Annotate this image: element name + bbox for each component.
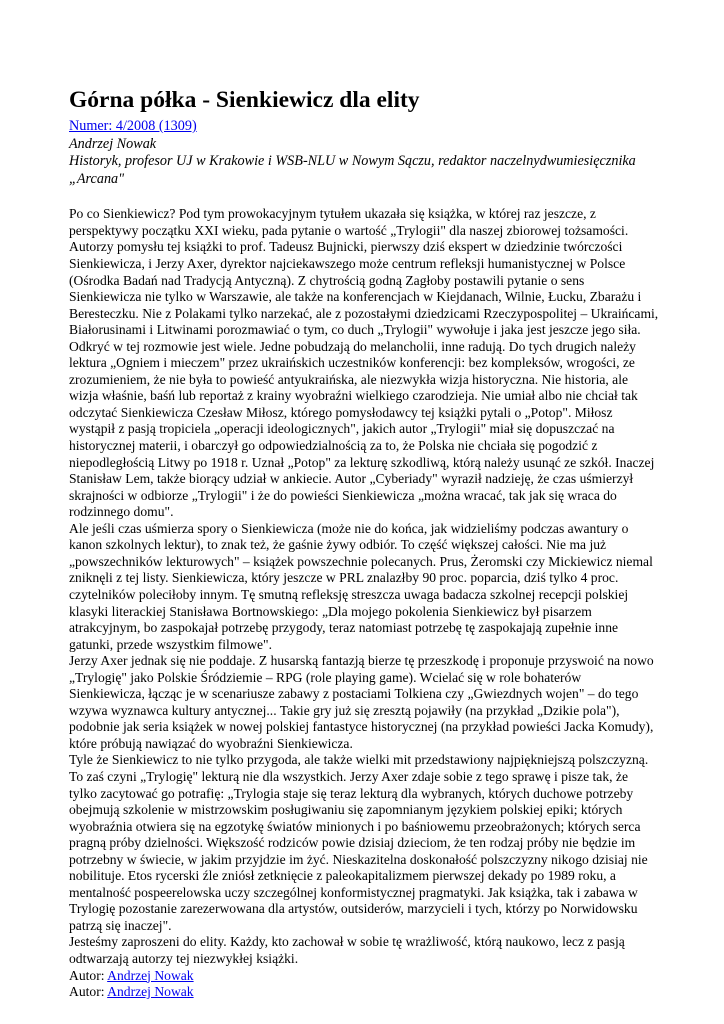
paragraph: Ale jeśli czas uśmierza spory o Sienkiewicza (może nie do końca, jak widzieliśmy podczas awantury o kanon szkolnych lektur), to znak też, że gaśnie żywy odbiór. To część większej całości. Nie ma już „powszechników lekturowych" – książek powszechnie polecanych. Prus, Żeromski czy Mickiewicz niemal zniknęli z tej listy. Sienkiewicza, który jeszcze w PRL znalazłby 90 proc. poparcia, dziś tylko 4 proc. czytelników poleciłoby innym. Tę smutną refleksję streszcza uwaga badacza szkolnej recepcji polskiej klasyki literackiej Stanisława Bortnowskiego: „Dla mojego pokolenia Sienkiewicz był pisarzem atrakcyjnym, bo zaspokajał potrzebę przygody, teraz natomiast potrzebę tę zaspokajają zupełnie inne gatunki, przede wszystkim filmowe". xyxy=(69,520,653,652)
author-bio: Historyk, profesor UJ w Krakowie i WSB-NLU w Nowym Sączu, redaktor naczelnydwumiesięcznika „Arcana" xyxy=(69,153,636,187)
article-body xyxy=(69,206,659,1000)
article-meta xyxy=(69,118,659,188)
author-line xyxy=(69,984,659,1001)
author-link[interactable]: Andrzej Nowak xyxy=(107,967,194,983)
article-title: Górna półka - Sienkiewicz dla elity xyxy=(69,87,420,113)
issue-link[interactable]: Numer: 4/2008 (1309) xyxy=(69,118,197,134)
paragraph: Tyle że Sienkiewicz to nie tylko przygoda, ale także wielki mit przedstawiony najpiękniejszą polszczyzną. To zaś czyni „Trylogię" lekturą nie dla wszystkich. Jerzy Axer zdaje sobie z tego sprawę i pisze tak, że tylko zacytować go potrafię: „Trylogia staje się teraz lekturą dla wybranych, których duchowe potrzeby obejmują szkolenie w mistrzowskim posługiwaniu się zapomnianym językiem polskiej epiki; których wyobraźnia otwiera się na egzotykę światów minionych i po baśniowemu przeobrażonych; których serca pragną próby dzielności. Większość rodziców powie dzisiaj dzieciom, że ten rodzaj próby nie będzie im potrzebny w świecie, w jakim przyjdzie im żyć. Nieskazitelna doskonałość polszczyzny nikogo dzisiaj nie nobilituje. Etos rycerski źle zniósł zetknięcie z paleokapitalizmem pierwszej dekady po 1989 roku, a mentalność pospeerelowska uczy szczególnej konformistycznej pragmatyki. Jak książka, tak i zabawa w Trylogię pozostanie zarezerwowana dla artystów, outsiderów, marzycieli i tych, którzy po Norwidowsku patrzą się inaczej". xyxy=(69,752,649,933)
paragraph: Jesteśmy zaproszeni do elity. Każdy, kto zachował w sobie tę wrażliwość, którą naukowo, lecz z pasją odtwarzają autorzy tej niezwykłej książki. xyxy=(69,934,625,966)
paragraph: Odkryć w tej rozmowie jest wiele. Jedne pobudzają do melancholii, inne radują. Do tych drugich należy lektura „Ogniem i mieczem" przez ukraińskich uczestników konferencji: bez kompleksów, wrogości, ze zrozumieniem, że nie była to powieść antyukraińska, ale niezwykła wizja historyczna. Nie historia, ale wizja właśnie, baśń lub reportaż z krainy wyobraźni wielkiego czarodzieja. Nie umiał albo nie chciał tak odczytać Sienkiewicza Czesław Miłosz, którego pomysłodawcy tej książki pytali o „Potop". Miłosz wystąpił z pasją tropiciela „operacji ideologicznych", jakich autor „Trylogii" miał się dopuszczać na historycznej materii, i obarczył go odpowiedzialnością za to, że Polska nie chciała się pogodzić z niepodległością Litwy po 1918 r. Uznał „Potop" za lekturę szkodliwą, którą należy usunąć ze szkół. Inaczej Stanisław Lem, także biorący udział w ankiecie. Autor „Cyberiady" wyraził nadzieję, że czas uśmierzył skrajności w odbiorze „Trylogii" i że do powieści Sienkiewicza „można wracać, tak jak się wraca do rodzinnego domu". xyxy=(69,338,655,520)
author-name: Andrzej Nowak xyxy=(69,135,157,152)
author-label: Autor: xyxy=(69,967,105,983)
paragraph: Jerzy Axer jednak się nie poddaje. Z husarską fantazją bierze tę przeszkodę i proponuje przyswoić na nowo „Trylogię" jako Polskie Śródziemie – RPG (role playing game). Wcielać się w role bohaterów Sienkiewicza, łącząc je w scenariusze zabawy z postaciami Tolkiena czy „Gwiezdnych wojen" – do tego wzywa wyznawca kultury antycznej... Takie gry już się zresztą pojawiły (na przykład „Dzikie pola"), podobnie jak seria książek w nowej polskiej fantastyce historycznej (na przykład powieści Jacka Komudy), które próbują nawiązać do wyobraźni Sienkiewicza. xyxy=(69,653,654,751)
paragraph: Po co Sienkiewicz? Pod tym prowokacyjnym tytułem ukazała się książka, w której raz jeszcze, z perspektywy początku XXI wieku, pada pytanie o wartość „Trylogii" dla naszej zbiorowej tożsamości. Autorzy pomysłu tej książki to prof. Tadeusz Bujnicki, pierwszy dziś ekspert w dziedzinie twórczości Sienkiewicza, i Jerzy Axer, dyrektor najciekawszego może centrum refleksji humanistycznej w Polsce (Ośrodka Badań nad Tradycją Antyczną). Z chytrością godną Zagłoby postawili pytanie o sens Sienkiewicza nie tylko w Warszawie, ale także na konferencjach w Kiejdanach, Wilnie, Łucku, Zbarażu i Beresteczku. Nie z Polakami tylko narzekać, ale z pozostałymi dziedzicami Rzeczypospolitej – Ukraińcami, Białorusinami i Litwinami porozmawiać o tym, co duch „Trylogii" wywołuje i jaka jest jeszcze jego siła. xyxy=(69,206,659,338)
article xyxy=(69,86,659,1001)
author-label: Autor: xyxy=(69,984,105,1000)
author-link[interactable]: Andrzej Nowak xyxy=(107,984,194,1000)
author-line xyxy=(69,968,659,985)
